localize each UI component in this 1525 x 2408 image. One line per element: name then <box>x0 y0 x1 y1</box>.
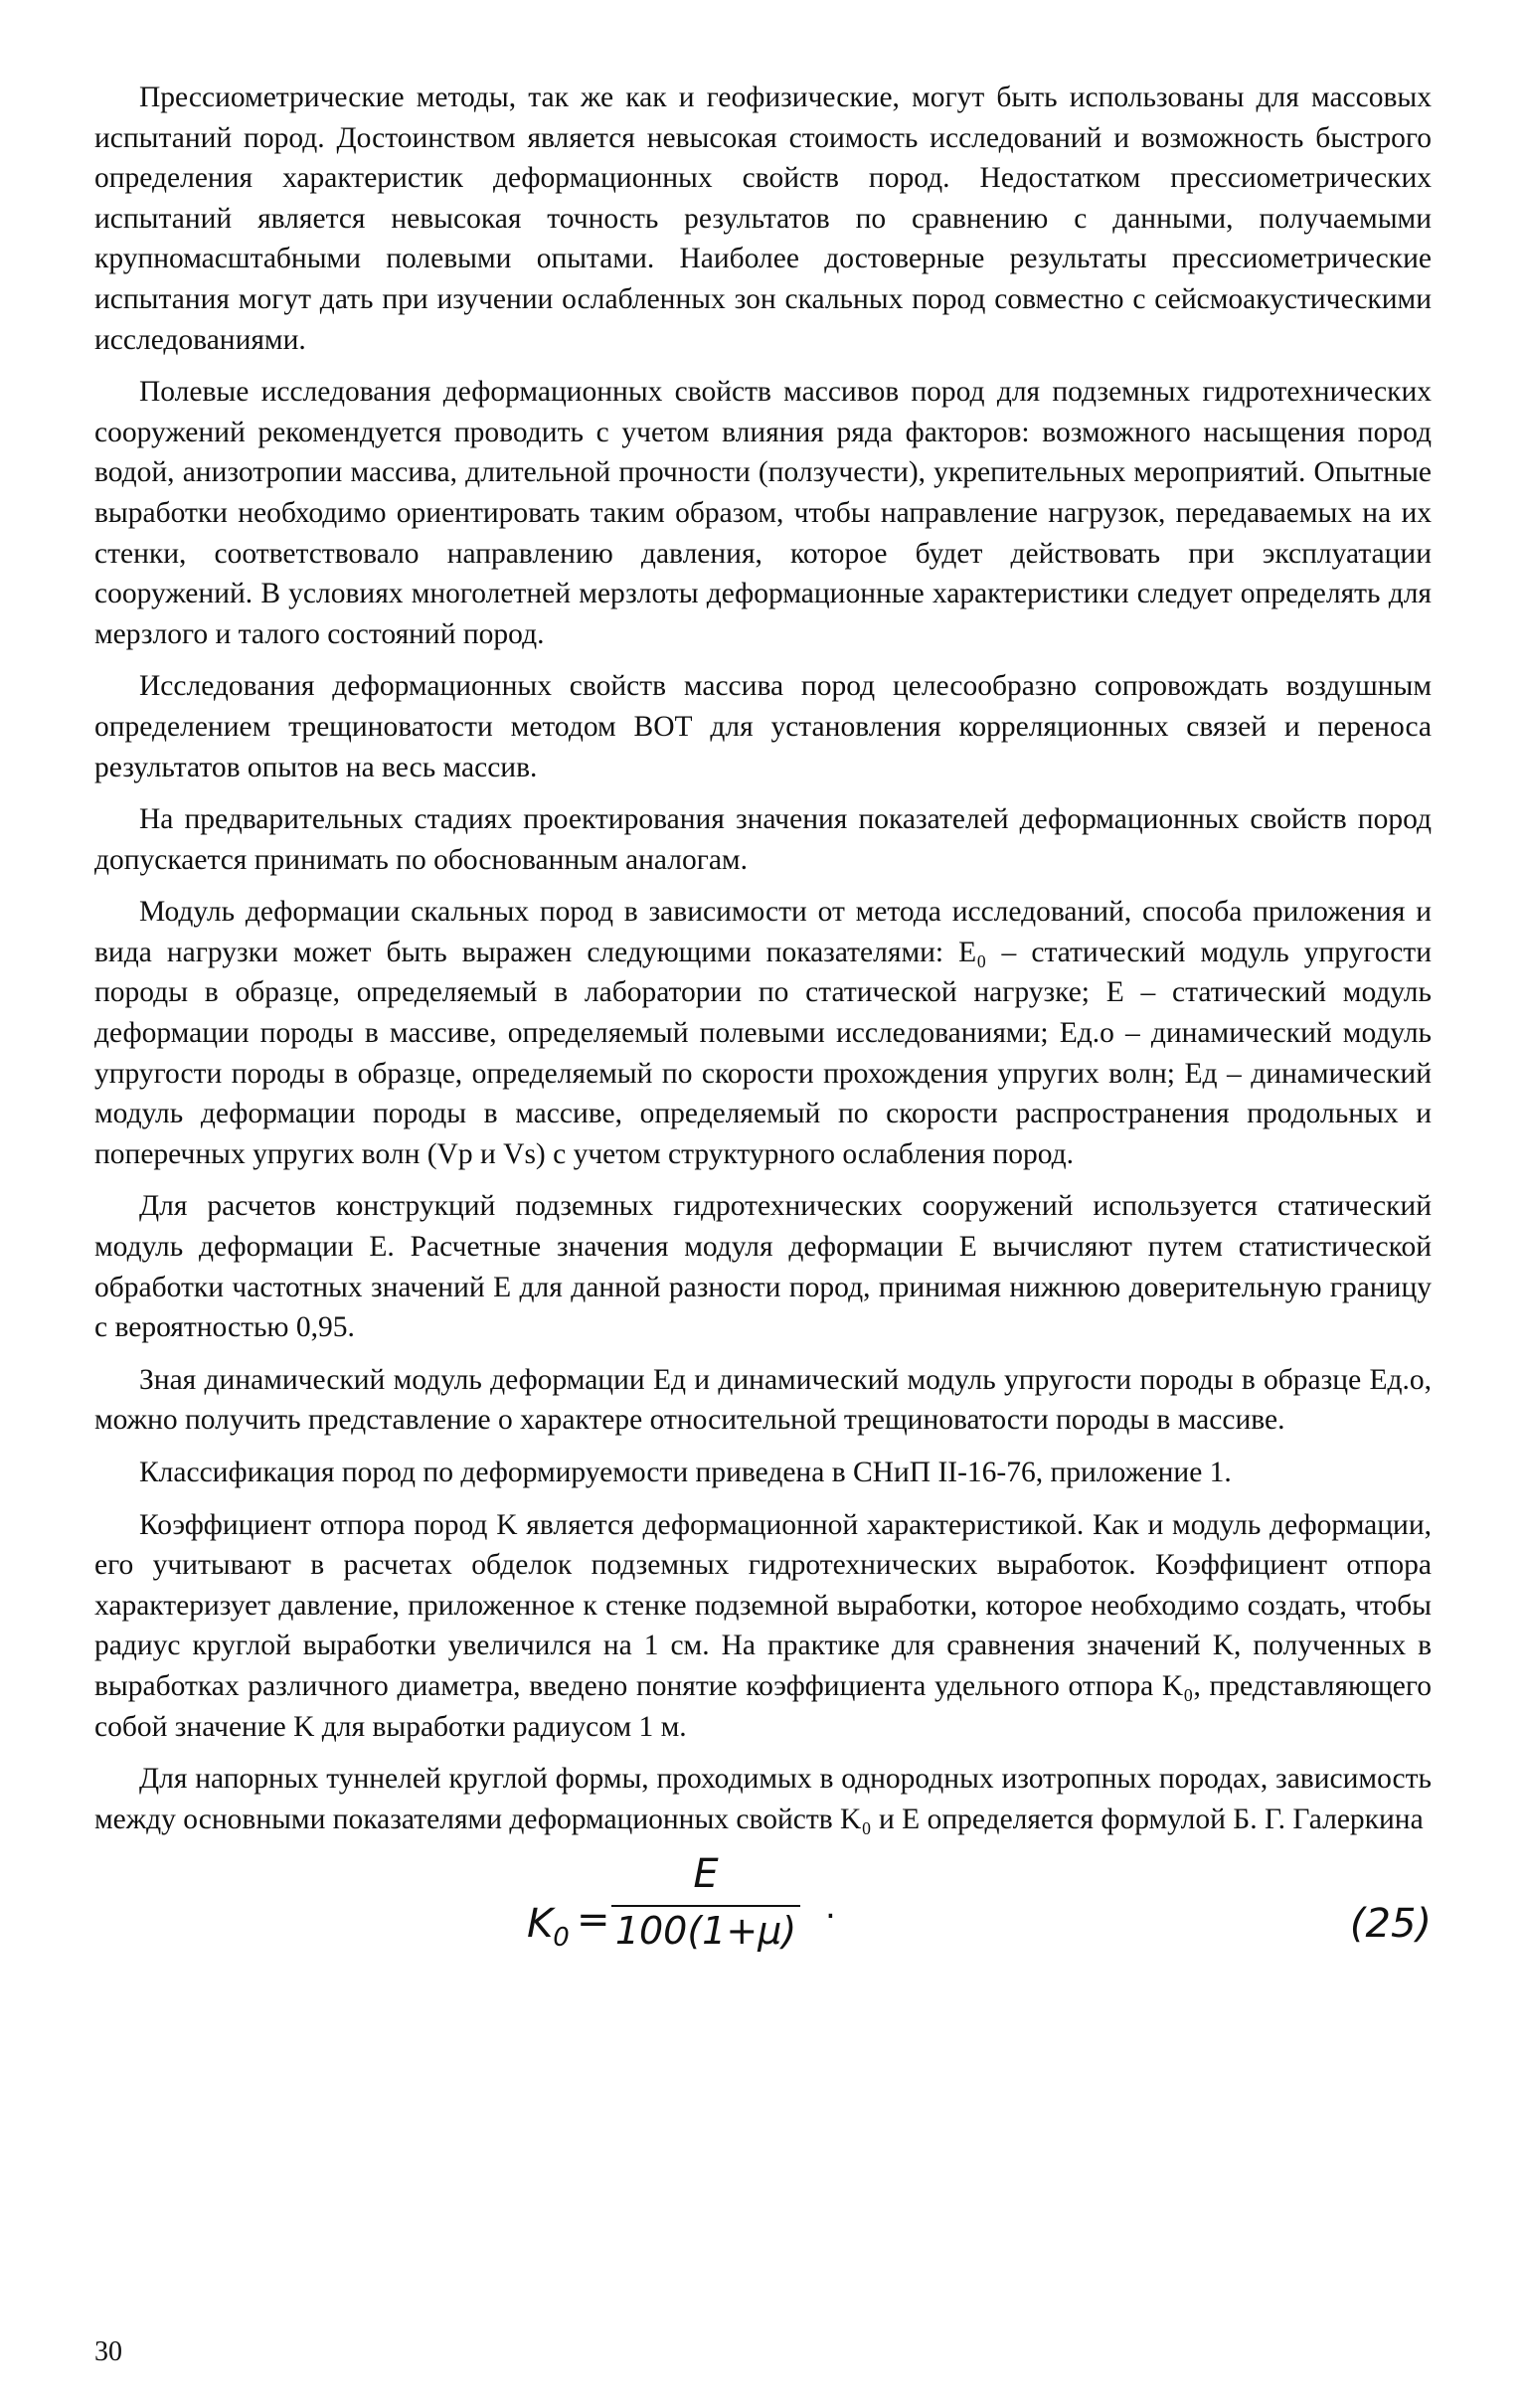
paragraph-pressiometric: Прессиометрические методы, так же как и геофизические, могут быть использованы для массовых испытаний пород. Достоинством является невысокая стоимость исследований и возможность быстрого определения характеристик деформационных свойств пород. Недостатком прессиометрических испытаний является невысокая точность результатов по сравнению с данными, получаемыми крупномасштабными полевыми опытами. Наиболее достоверные результаты прессиометрические испытания могут дать при изучении ослабленных зон скальных пород совместно с сейсмоакустическими исследованиями. <box>94 82 1432 356</box>
paragraph-resistance-coefficient: Коэффициент отпора пород K является деформационной характеристикой. Как и модуль деформации, его учитывают в расчетах обделок подземных гидротехнических выработок. Коэффициент отпора характеризует давление, приложенное к стенке подземной выработки, которое необходимо создать, чтобы радиус круглой выработки увеличился на 1 см. На практике для сравнения значений K, полученных в выработках различного диаметра, введено понятие коэффициента удельного отпора K₀, представляющего собой значение K для выработки радиусом 1 м. <box>94 1508 1432 1743</box>
formula-denominator: 100(1+μ) <box>614 1909 797 1954</box>
page-number: 30 <box>94 2336 122 2367</box>
galerkin-formula <box>94 1851 1432 1971</box>
formula-numerator: E <box>693 1851 719 1898</box>
formula-lhs <box>527 1901 570 1953</box>
formula-fraction <box>611 1851 800 1953</box>
formula-number: (25) <box>1349 1901 1432 1948</box>
paragraph-field-research: Полевые исследования деформационных свойств массивов пород для подземных гидротехнических сооружений рекомендуется проводить с учетом влияния ряда факторов: возможного насыщения пород водой, анизотропии массива, длительной прочности (ползучести), укрепительных мероприятий. Опытные выработки необходимо ориентировать таким образом, чтобы направление нагрузок, передаваемых на их стенки, соответствовало направлению давления, которое будет действовать при эксплуатации сооружений. В условиях многолетней мерзлоты деформационные характеристики следует определять для мерзлого и талого состояний пород. <box>94 376 1432 650</box>
paragraph-pressure-tunnels: Для напорных туннелей круглой формы, проходимых в однородных изотропных породах, зависимость между основными показателями деформационных свойств K₀ и E определяется формулой Б. Г. Галеркина <box>94 1763 1432 1835</box>
paragraph-preliminary-stages: На предварительных стадиях проектирования значения показателей деформационных свойств пород допускается принимать по обоснованным аналогам. <box>94 803 1432 876</box>
paragraph-fracture-research: Исследования деформационных свойств массива пород целесообразно сопровождать воздушным определением трещиноватости методом ВОТ для установления корреляционных связей и переноса результатов опытов на весь массив. <box>94 670 1432 783</box>
formula-trailing-dot: . <box>825 1887 836 1928</box>
paragraph-classification: Классификация пород по деформируемости приведена в СНиП II-16-76, приложение 1. <box>139 1457 1232 1488</box>
paragraph-calculations: Для расчетов конструкций подземных гидротехнических сооружений используется статический модуль деформации E. Расчетные значения модуля деформации E вычисляют путем статистической обработки частотных значений E для данной разности пород, принимая нижнюю доверительную границу с вероятностью 0,95. <box>94 1190 1432 1344</box>
formula-lhs-subscript: 0 <box>553 1923 570 1954</box>
formula-fraction-bar <box>611 1905 800 1907</box>
formula-lhs-symbol: K <box>527 1901 554 1948</box>
paragraph-deformation-modulus: Модуль деформации скальных пород в зависимости от метода исследований, способа приложения и вида нагрузки может быть выражен следующими показателями: E₀ – статический модуль упругости породы в образце, определяемый в лаборатории по статической нагрузке; E – статический модуль деформации породы в массиве, определяемый полевыми исследованиями; Eд.о – динамический модуль упругости породы в образце, определяемый по скорости прохождения упругих волн; Eд – динамический модуль деформации породы в массиве, определяемый по скорости распространения продольных и поперечных упругих волн (Vp и Vs) с учетом структурного ослабления пород. <box>94 896 1432 1170</box>
page-body <box>94 78 1432 1971</box>
formula-equals: = <box>577 1897 610 1944</box>
paragraph-dynamic-modulus: Зная динамический модуль деформации Eд и динамический модуль упругости породы в образце Eд.о, можно получить представление о характере относительной трещиноватости породы в массиве. <box>94 1363 1432 1437</box>
